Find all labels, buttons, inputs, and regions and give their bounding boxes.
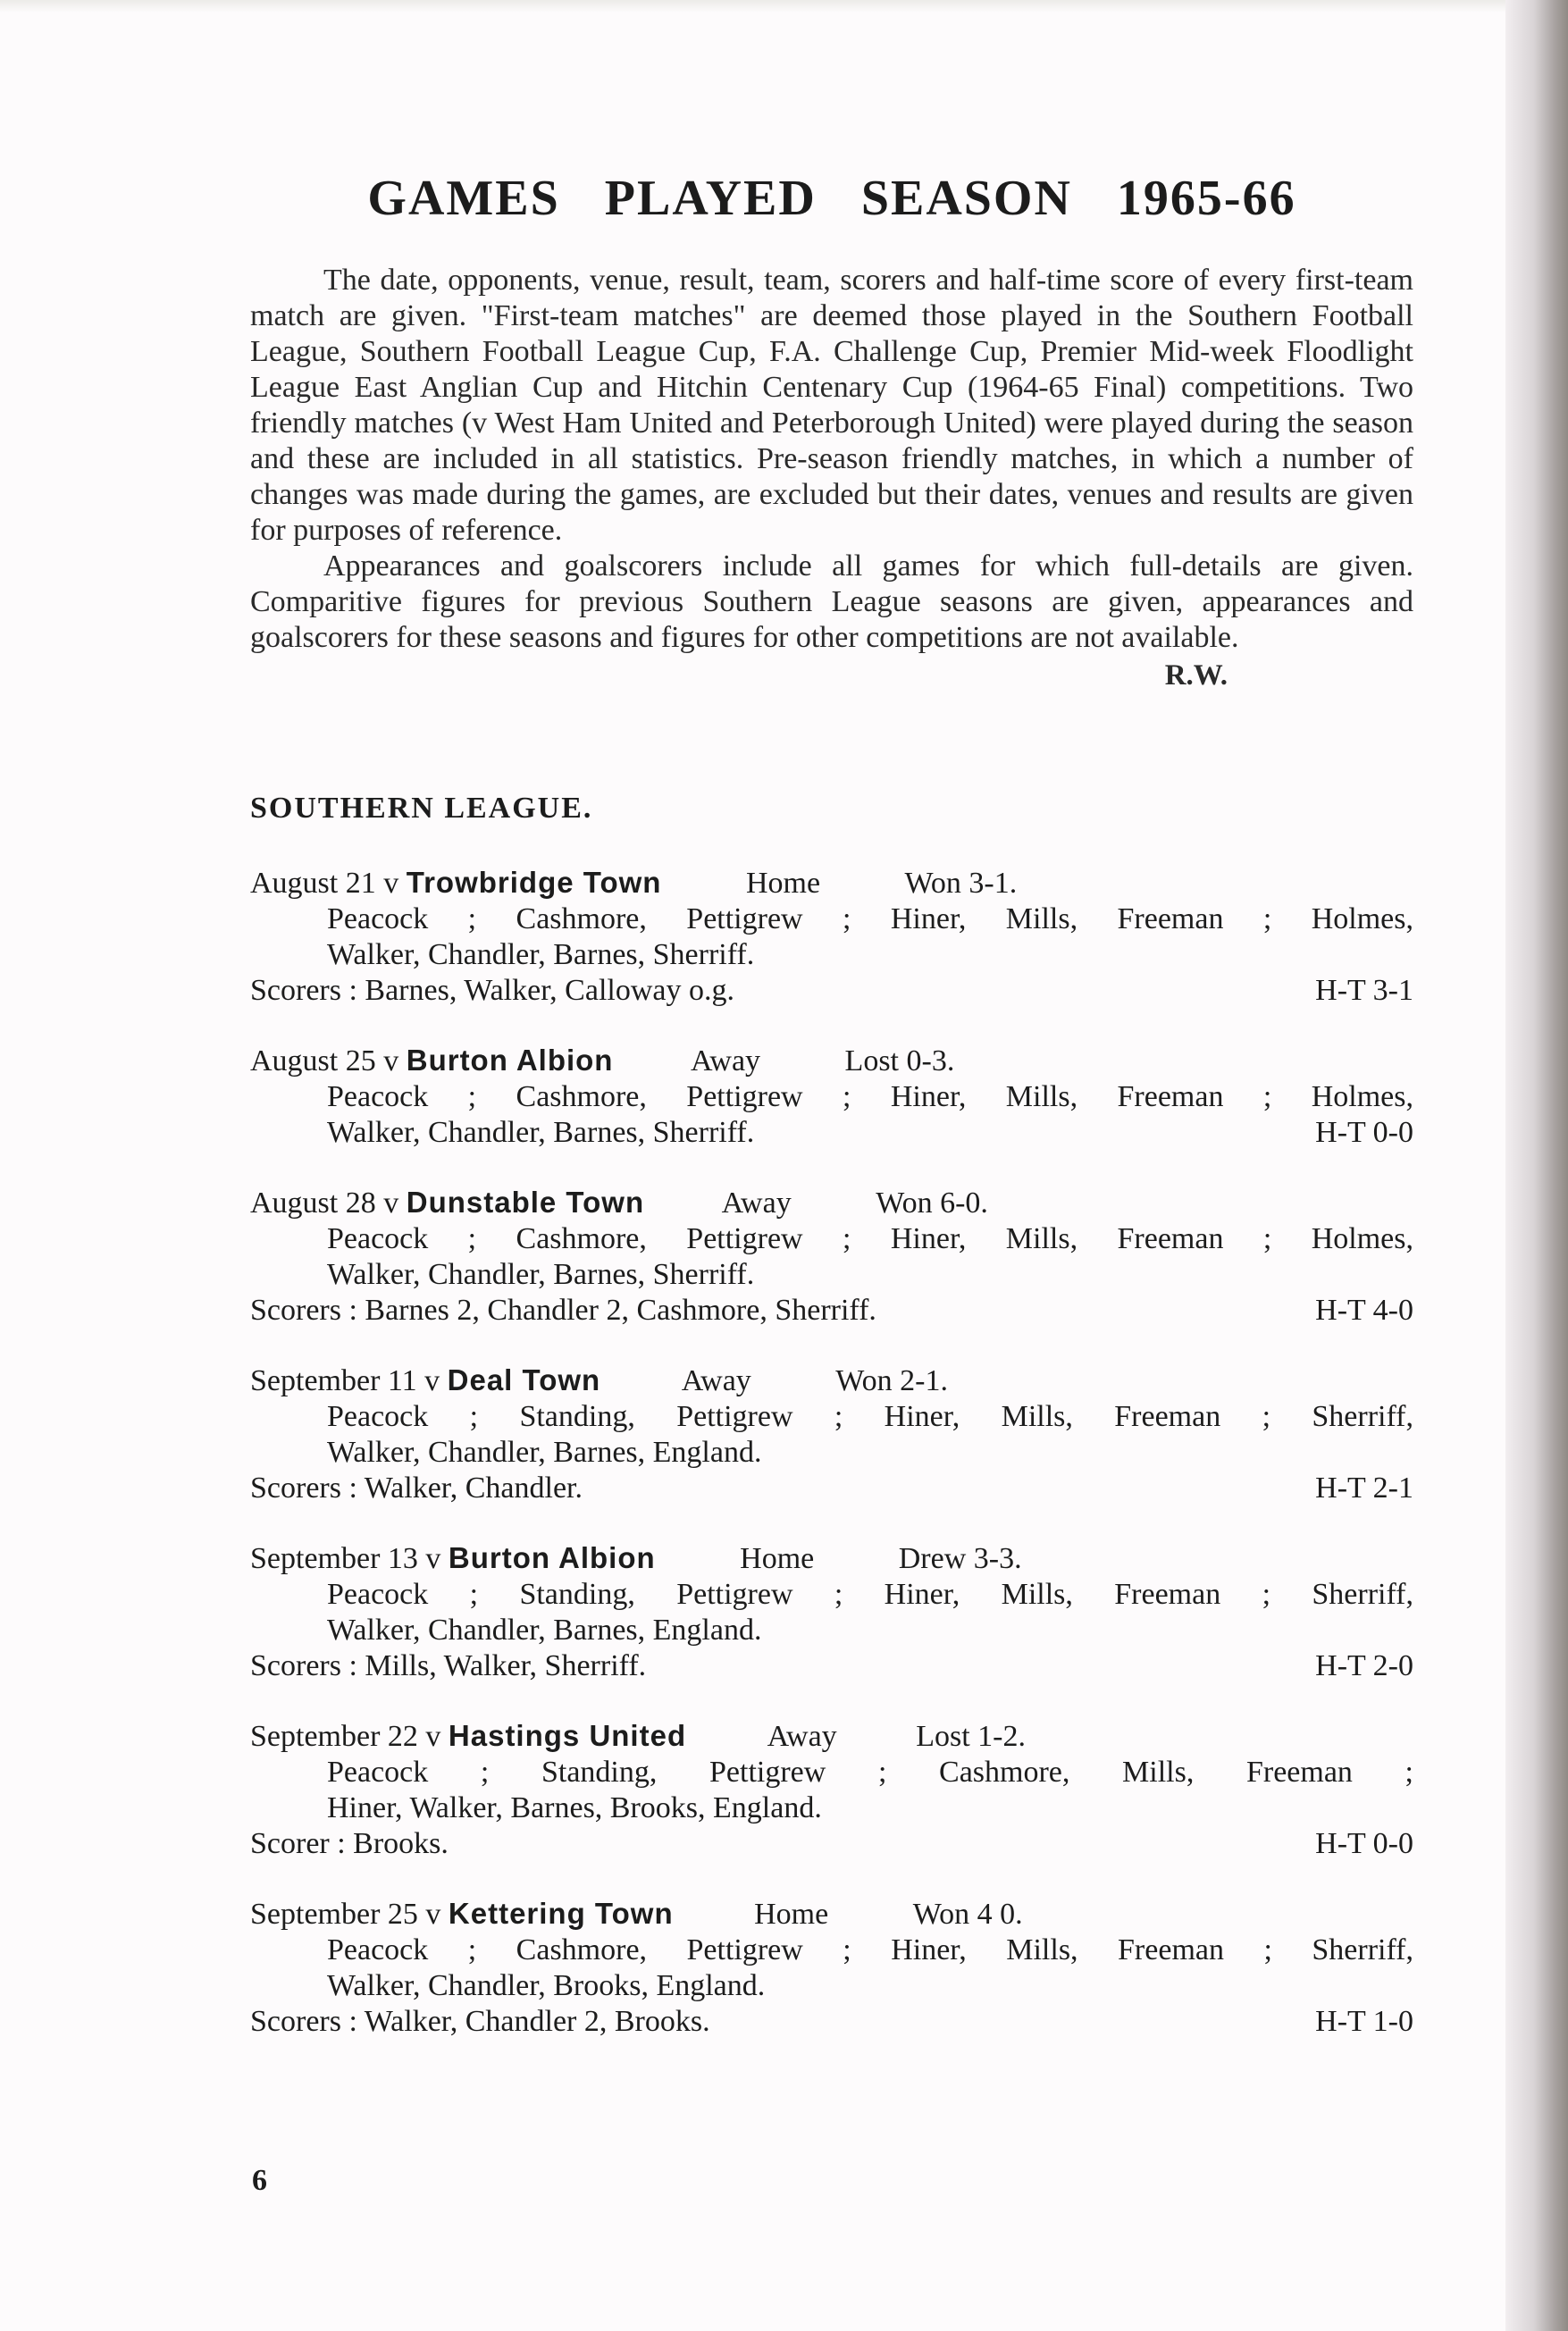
match-result: Lost 0-3. [844, 1044, 955, 1077]
match-date: August 25 v [250, 1044, 399, 1077]
match-date: September 13 v [250, 1542, 441, 1575]
match-team-line-2-text: Walker, Chandler, Brooks, England. [327, 1969, 766, 2002]
match-scorers-row [250, 1471, 1413, 1506]
match-result: Drew 3-3. [898, 1542, 1022, 1575]
match-team-line-1: Peacock ; Standing, Pettigrew ; Hiner, Mills, Freeman ; Sherriff, [327, 1400, 1413, 1433]
match-team-line-2-text: Walker, Chandler, Barnes, England. [327, 1436, 762, 1469]
match-header [250, 1185, 1413, 1221]
match-scorers-row [250, 2004, 1413, 2040]
author-initials: R.W. [1164, 659, 1228, 692]
match-venue: Home [740, 1542, 815, 1575]
match-halftime: H-T 2-1 [1315, 1472, 1413, 1505]
match-team-line-2 [250, 1790, 1413, 1826]
match-halftime: H-T 0-0 [1315, 1116, 1413, 1149]
match-date: September 11 v [250, 1364, 440, 1397]
binding-gutter [1505, 0, 1568, 2331]
match-halftime: H-T 3-1 [1315, 974, 1413, 1007]
match-entry [250, 1540, 1413, 1684]
match-team-line-1: Peacock ; Cashmore, Pettigrew ; Hiner, Mills, Freeman ; Holmes, [327, 1080, 1413, 1113]
match-scorers-row [250, 1826, 1413, 1862]
intro-paragraph-2: Appearances and goalscorers include all games for which full-details are given. Comparitive figures for previous Southern League seasons are given, appearances and goalscorers for these seasons and figures for other competitions are not available. [250, 549, 1413, 654]
match-result: Lost 1-2. [916, 1720, 1026, 1753]
match-result: Won 6-0. [876, 1186, 988, 1220]
match-team-line-2 [250, 1968, 1413, 2004]
match-team-line-2 [250, 1257, 1413, 1293]
match-header [250, 865, 1413, 901]
match-team-line-2-text: Walker, Chandler, Barnes, Sherriff. [327, 1258, 755, 1291]
match-entry [250, 1363, 1413, 1506]
match-header [250, 1718, 1413, 1755]
match-halftime: H-T 2-0 [1315, 1649, 1413, 1682]
intro-text [250, 263, 1413, 693]
match-team-line-2 [250, 1115, 1413, 1151]
match-team-line-2 [250, 1435, 1413, 1471]
match-venue: Away [690, 1044, 761, 1077]
page-number: 6 [252, 2164, 267, 2197]
match-entry [250, 865, 1413, 1009]
match-team-line-2-text: Walker, Chandler, Barnes, Sherriff. [327, 1116, 755, 1149]
match-halftime: H-T 4-0 [1315, 1294, 1413, 1327]
match-team-line-1: Peacock ; Cashmore, Pettigrew ; Hiner, Mills, Freeman ; Sherriff, [327, 1933, 1413, 1966]
match-header [250, 1363, 1413, 1399]
match-header [250, 1043, 1413, 1079]
match-opponent: Dunstable Town [406, 1186, 645, 1219]
match-entry [250, 1043, 1413, 1151]
match-scorers: Scorer : Brooks. [250, 1827, 449, 1860]
match-opponent: Trowbridge Town [406, 866, 662, 899]
match-opponent: Hastings United [448, 1719, 687, 1752]
match-halftime: H-T 0-0 [1315, 1827, 1413, 1860]
match-date: September 25 v [250, 1898, 441, 1931]
page-title: GAMES PLAYED SEASON 1965-66 [367, 171, 1296, 226]
match-team-line-2 [250, 1613, 1413, 1648]
match-team-line-1: Peacock ; Cashmore, Pettigrew ; Hiner, Mills, Freeman ; Holmes, [327, 902, 1413, 935]
match-team-line-2-text: Hiner, Walker, Barnes, Brooks, England. [327, 1791, 822, 1824]
match-team-line-1: Peacock ; Standing, Pettigrew ; Cashmore, Mills, Freeman ; [327, 1756, 1413, 1789]
page-content [250, 170, 1413, 2074]
page-top-edge [0, 0, 1568, 13]
match-team-line-2-text: Walker, Chandler, Barnes, Sherriff. [327, 938, 755, 971]
match-result: Won 2-1. [835, 1364, 948, 1397]
match-opponent: Kettering Town [448, 1897, 674, 1930]
match-result: Won 4 0. [912, 1898, 1023, 1931]
match-header [250, 1540, 1413, 1577]
match-scorers-row [250, 1648, 1413, 1684]
match-opponent: Deal Town [447, 1363, 601, 1396]
match-venue: Home [745, 867, 821, 900]
match-team-line-1: Peacock ; Cashmore, Pettigrew ; Hiner, Mills, Freeman ; Holmes, [327, 1222, 1413, 1255]
match-entry [250, 1896, 1413, 2040]
match-result: Won 3-1. [904, 867, 1018, 900]
match-opponent: Burton Albion [448, 1541, 656, 1574]
match-scorers: Scorers : Barnes, Walker, Calloway o.g. [250, 974, 734, 1007]
intro-paragraph-1: The date, opponents, venue, result, team, scorers and half-time score of every first-team match are given. "First-team matches" are deemed those played in the Southern Football League, Southern Football League Cup, F.A. Challenge Cup, Premier Mid-week Floodlight League East Anglian Cup and Hitchin Centenary Cup (1964-65 Final) competitions. Two friendly matches (v West Ham United and Peterborough United) were played during the season and these are included in all statistics. Pre-season friendly matches, in which a number of changes was made during the games, are excluded but their dates, venues and results are given for purposes of reference. [250, 264, 1413, 547]
match-venue: Away [721, 1186, 792, 1220]
match-scorers: Scorers : Barnes 2, Chandler 2, Cashmore, Sherriff. [250, 1294, 876, 1327]
match-header [250, 1896, 1413, 1933]
match-opponent: Burton Albion [406, 1044, 614, 1077]
match-team-line-1: Peacock ; Standing, Pettigrew ; Hiner, Mills, Freeman ; Sherriff, [327, 1578, 1413, 1611]
match-scorers: Scorers : Walker, Chandler. [250, 1472, 583, 1505]
match-halftime: H-T 1-0 [1315, 2005, 1413, 2038]
match-entry [250, 1185, 1413, 1329]
match-venue: Away [681, 1364, 751, 1397]
match-entry [250, 1718, 1413, 1862]
match-venue: Home [754, 1898, 829, 1931]
match-venue: Away [767, 1720, 837, 1753]
match-team-line-2 [250, 937, 1413, 973]
match-date: August 28 v [250, 1186, 399, 1220]
match-scorers-row [250, 1293, 1413, 1329]
match-scorers: Scorers : Mills, Walker, Sherriff. [250, 1649, 647, 1682]
match-team-line-2-text: Walker, Chandler, Barnes, England. [327, 1614, 762, 1647]
section-title: SOUTHERN LEAGUE. [250, 792, 593, 825]
match-date: August 21 v [250, 867, 399, 900]
match-scorers: Scorers : Walker, Chandler 2, Brooks. [250, 2005, 710, 2038]
match-date: September 22 v [250, 1720, 441, 1753]
match-scorers-row [250, 973, 1413, 1009]
